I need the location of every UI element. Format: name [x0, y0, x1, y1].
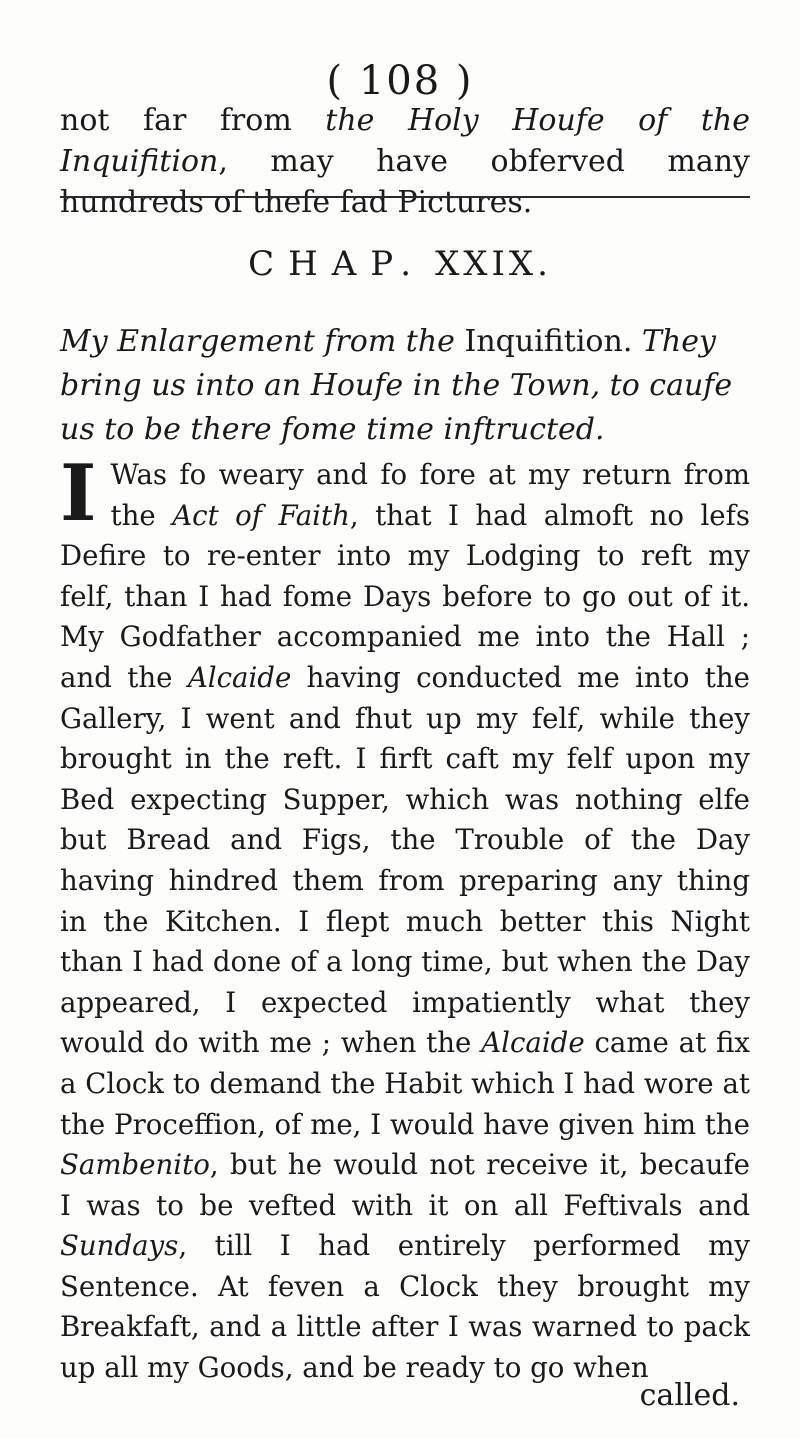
- body-text-6: , till I had entirely performed my Sentence. At feven a Clock they brought my Breakfaft, and a little after I was warned to pack up all my Goods, and be ready to go when: [60, 1229, 750, 1385]
- catchword: called.: [639, 1378, 740, 1413]
- chapter-number: XXIX.: [435, 244, 552, 284]
- body-italic-1: Act of Faith: [172, 498, 350, 532]
- body-text-4: came at fix a Clock to demand the Habit which I had wore at the Proceffion, of me, I would have given him the: [60, 1026, 750, 1141]
- chapter-heading: [0, 244, 800, 284]
- chapter-summary: [60, 320, 750, 452]
- chapter-label: CHAP.: [248, 244, 426, 284]
- body-italic-4: Sambenito: [60, 1148, 210, 1182]
- body-italic-3: Alcaide: [481, 1026, 585, 1060]
- body-italic-5: Sundays: [60, 1229, 179, 1263]
- prev-text-part-2: , may have obferved many hundreds of thefe fad Pictures.: [60, 144, 750, 220]
- section-divider: [60, 196, 750, 198]
- previous-chapter-text: [60, 100, 750, 223]
- drop-cap: I: [60, 448, 97, 539]
- chapter-body: [60, 448, 751, 1389]
- body-text-5: , but he would not receive it, becaufe I was to be vefted with it on all Feftivals and: [60, 1148, 750, 1222]
- body-italic-2: Alcaide: [187, 660, 292, 694]
- page-number: ( 108 ): [326, 58, 474, 104]
- body-text-2: , that I had almoft no lefs Defire to re-enter into my Lodging to reft my felf, than I had fome Days before to go out of it. My Godfather accompanied me into the Hall ; and the: [60, 498, 751, 694]
- prev-text-italic: the Holy Houfe of the Inquifition: [60, 103, 750, 179]
- prev-text-part-1: not far from: [60, 103, 326, 138]
- summary-part-1: My Enlargement from the: [60, 324, 465, 359]
- summary-part-2: Inquifition.: [464, 324, 633, 359]
- body-text-3: having conducted me into the Gallery, I went and fhut up my felf, while they brought in the reft. I firft caft my felf upon my Bed expecting Supper, which was nothing elfe but Bread and Figs, the Trouble of the Day having hindred them from preparing any thing in the Kitchen. I flept much better this Night than I had done of a long time, but when the Day appeared, I expected impatiently what they would do with me ; when the: [60, 660, 750, 1060]
- summary-part-3: They bring us into an Houfe in the Town, to caufe us to be there fome time inftructed.: [60, 324, 733, 447]
- body-text-1: Was fo weary and fo fore at my return from the: [110, 458, 750, 532]
